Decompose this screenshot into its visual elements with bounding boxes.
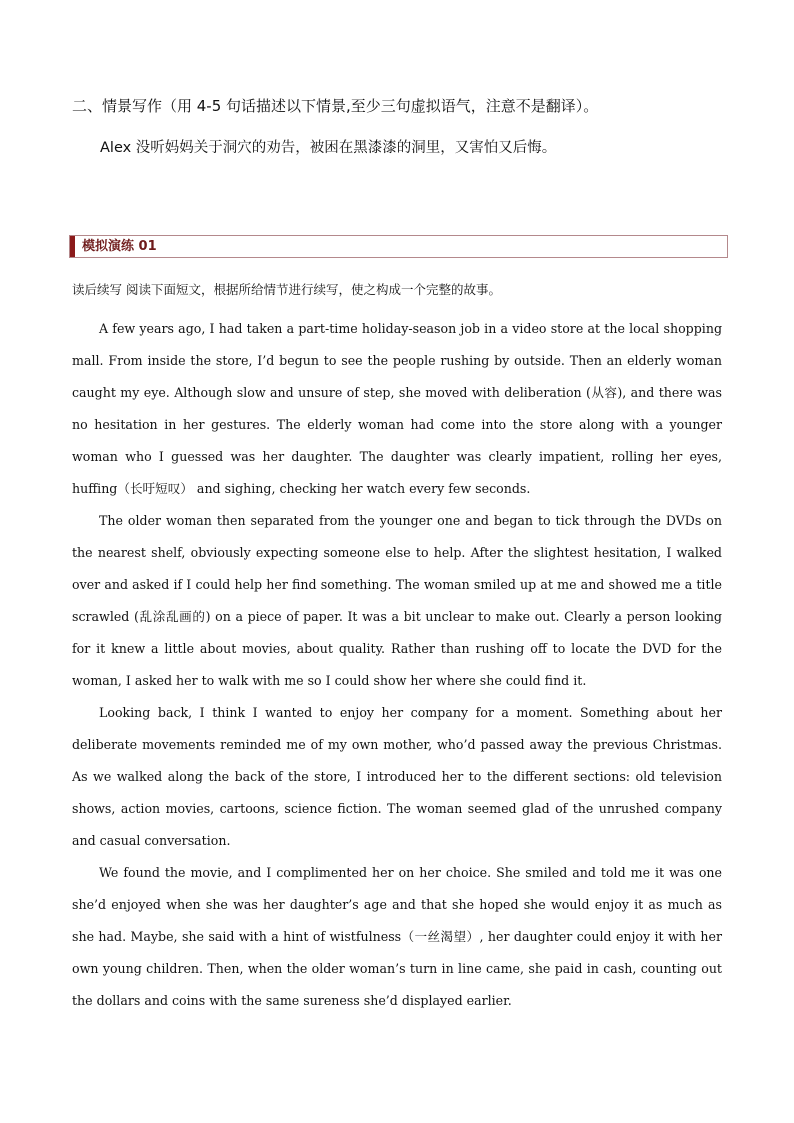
practice-title: 模拟演练 01	[82, 239, 157, 254]
practice-banner	[69, 235, 728, 258]
section-heading: 二、情景写作（用 4-5 句话描述以下情景,至少三句虚拟语气，注意不是翻译）。	[72, 97, 599, 115]
story-paragraph: Looking back, I think I wanted to enjoy her company for a moment. Something about her deliberate movements reminded me of my own mother, who’d passed away the previous Christmas. As we walked along the back of the store, I introduced her to the different sections: old television shows, action movies, cartoons, science fiction. The woman seemed glad of the unrushed company and casual conversation.	[72, 705, 722, 848]
task-instruction: 读后续写 阅读下面短文，根据所给情节进行续写，使之构成一个完整的故事。	[72, 282, 501, 297]
story-paragraph: A few years ago, I had taken a part-time holiday-season job in a video store at the local shopping mall. From inside the store, I’d begun to see the people rushing by outside. Then an elderly woman caught my eye. Although slow and unsure of step, she moved with deliberation (从容), and there was no hesitation in her gestures. The elderly woman had come into the store along with a younger woman who I guessed was her daughter. The daughter was clearly impatient, rolling her eyes, huffing（长吁短叹） and sighing, checking her watch every few seconds.	[72, 321, 722, 496]
story-paragraph: The older woman then separated from the younger one and began to tick through the DVDs on the nearest shelf, obviously expecting someone else to help. After the slightest hesitation, I walked over and asked if I could help her find something. The woman smiled up at me and showed me a title scrawled (乱涂乱画的) on a piece of paper. It was a bit unclear to make out. Clearly a person looking for it knew a little about movies, about quality. Rather than rushing off to locate the DVD for the woman, I asked her to walk with me so I could show her where she could find it.	[72, 513, 722, 688]
story-paragraph: We found the movie, and I complimented her on her choice. She smiled and told me it was one she’d enjoyed when she was her daughter’s age and that she hoped she would enjoy it as much as she had. Maybe, she said with a hint of wistfulness（一丝渴望）, her daughter could enjoy it with her own young children. Then, when the older woman’s turn in line came, she paid in cash, counting out the dollars and coins with the same sureness she’d displayed earlier.	[72, 865, 722, 1008]
banner-accent-bar	[70, 236, 75, 257]
story-passage	[72, 313, 722, 1017]
scenario-prompt: Alex 没听妈妈关于洞穴的劝告，被困在黑漆漆的洞里，又害怕又后悔。	[100, 140, 557, 156]
